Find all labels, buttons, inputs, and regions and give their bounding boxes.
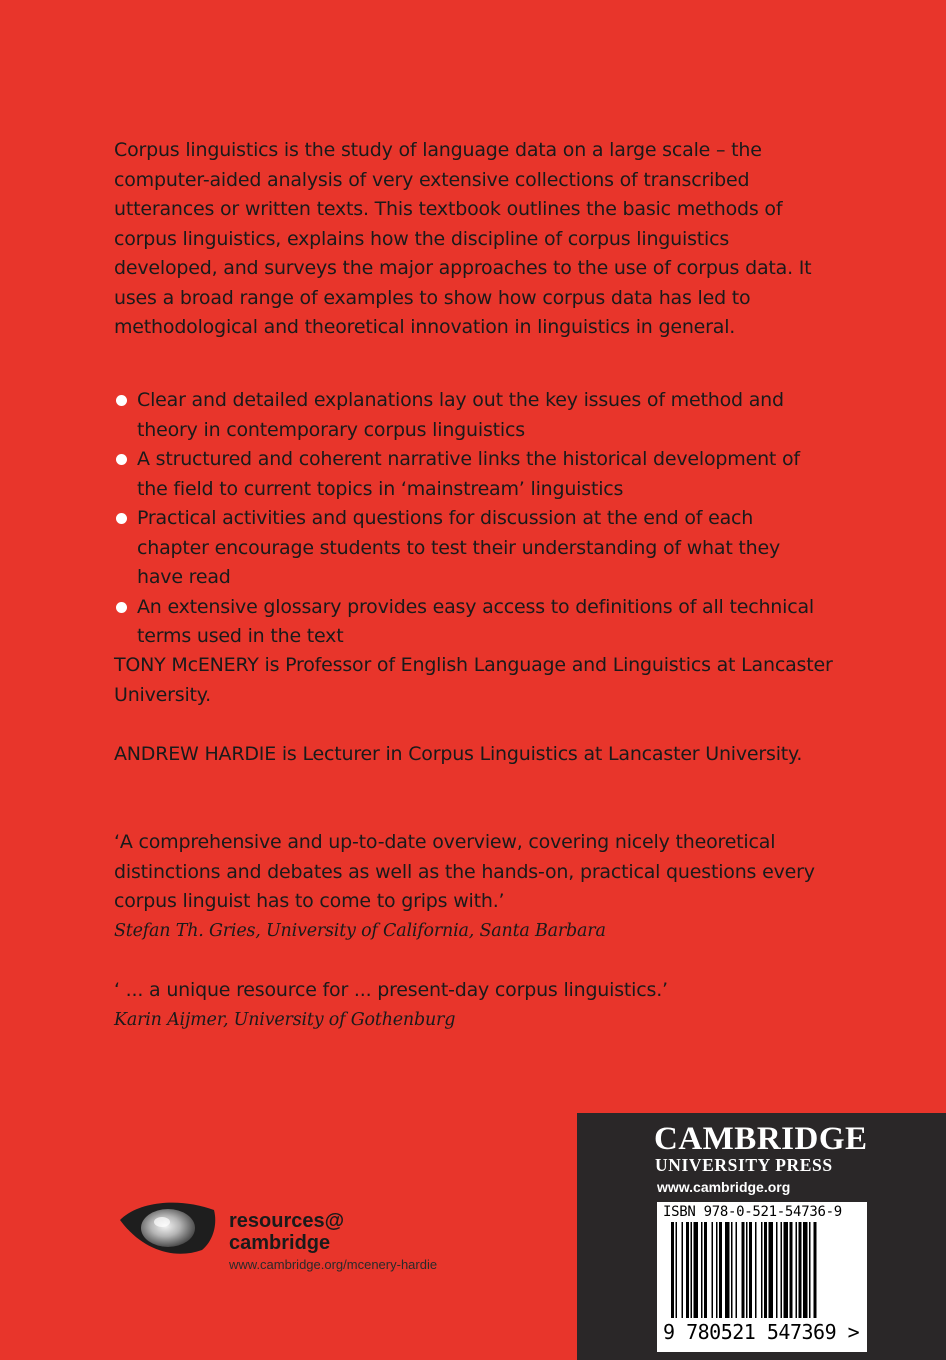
publisher-name: CAMBRIDGE — [654, 1121, 868, 1157]
barcode-bars — [663, 1222, 861, 1320]
review-quote — [114, 976, 854, 1035]
review-quote — [114, 828, 854, 946]
quote-text: ‘ ... a unique resource for ... present-day corpus linguistics.’ — [114, 979, 668, 1001]
bullet-icon — [116, 454, 127, 465]
description-paragraph: Corpus linguistics is the study of language data on a large scale – the computer-aided analysis of very extensive collections of transcribed utterances or written texts. This textbook outlines the basic methods of corpus linguistics, explains how the discipline of corpus linguistics developed, and surveys the major approaches to the use of corpus data. It uses a broad range of examples to show how corpus data has led to methodological and theoretical innovation in linguistics in general. — [114, 139, 812, 338]
list-item — [114, 593, 814, 652]
bullet-icon — [116, 395, 127, 406]
publisher-panel — [577, 1113, 946, 1360]
list-item — [114, 386, 814, 445]
resources-eye-icon — [118, 1198, 220, 1258]
feature-list — [114, 386, 814, 652]
list-item — [114, 445, 814, 504]
resources-title-line2: cambridge — [229, 1232, 331, 1254]
isbn-label: ISBN 978-0-521-54736-9 — [663, 1204, 842, 1220]
list-item — [114, 504, 814, 593]
quote-attribution: Karin Aijmer, University of Gothenburg — [114, 1009, 456, 1030]
author-bio-hardie: ANDREW HARDIE is Lecturer in Corpus Linguistics at Lancaster University. — [114, 743, 803, 765]
list-item-text: Practical activities and questions for discussion at the end of each chapter encourage students to test their understanding of what they have read — [137, 507, 781, 588]
resources-url: www.cambridge.org/mcenery-hardie — [229, 1257, 438, 1272]
list-item-text: An extensive glossary provides easy access to definitions of all technical terms used in the text — [137, 595, 814, 647]
barcode — [657, 1202, 867, 1352]
resources-title-line1: resources@ — [229, 1210, 345, 1232]
quote-attribution: Stefan Th. Gries, University of California, Santa Barbara — [114, 920, 606, 941]
bullet-icon — [116, 513, 127, 524]
barcode-digits: 9 780521 547369 > — [663, 1320, 860, 1344]
author-bio-mcenery: TONY McENERY is Professor of English Language and Linguistics at Lancaster University. — [114, 654, 833, 706]
quote-text: ‘A comprehensive and up-to-date overview, covering nicely theoretical distinctions and debates as well as the hands-on, practical questions every corpus linguist has to come to grips with.’ — [114, 831, 815, 912]
list-item-text: A structured and coherent narrative links the historical development of the field to current topics in ‘mainstream’ linguistics — [137, 448, 800, 500]
publisher-subtitle: UNIVERSITY PRESS — [655, 1155, 833, 1175]
list-item-text: Clear and detailed explanations lay out the key issues of method and theory in contemporary corpus linguistics — [137, 389, 784, 441]
resources-title — [229, 1210, 344, 1254]
bullet-icon — [116, 602, 127, 613]
publisher-url: www.cambridge.org — [657, 1179, 791, 1195]
